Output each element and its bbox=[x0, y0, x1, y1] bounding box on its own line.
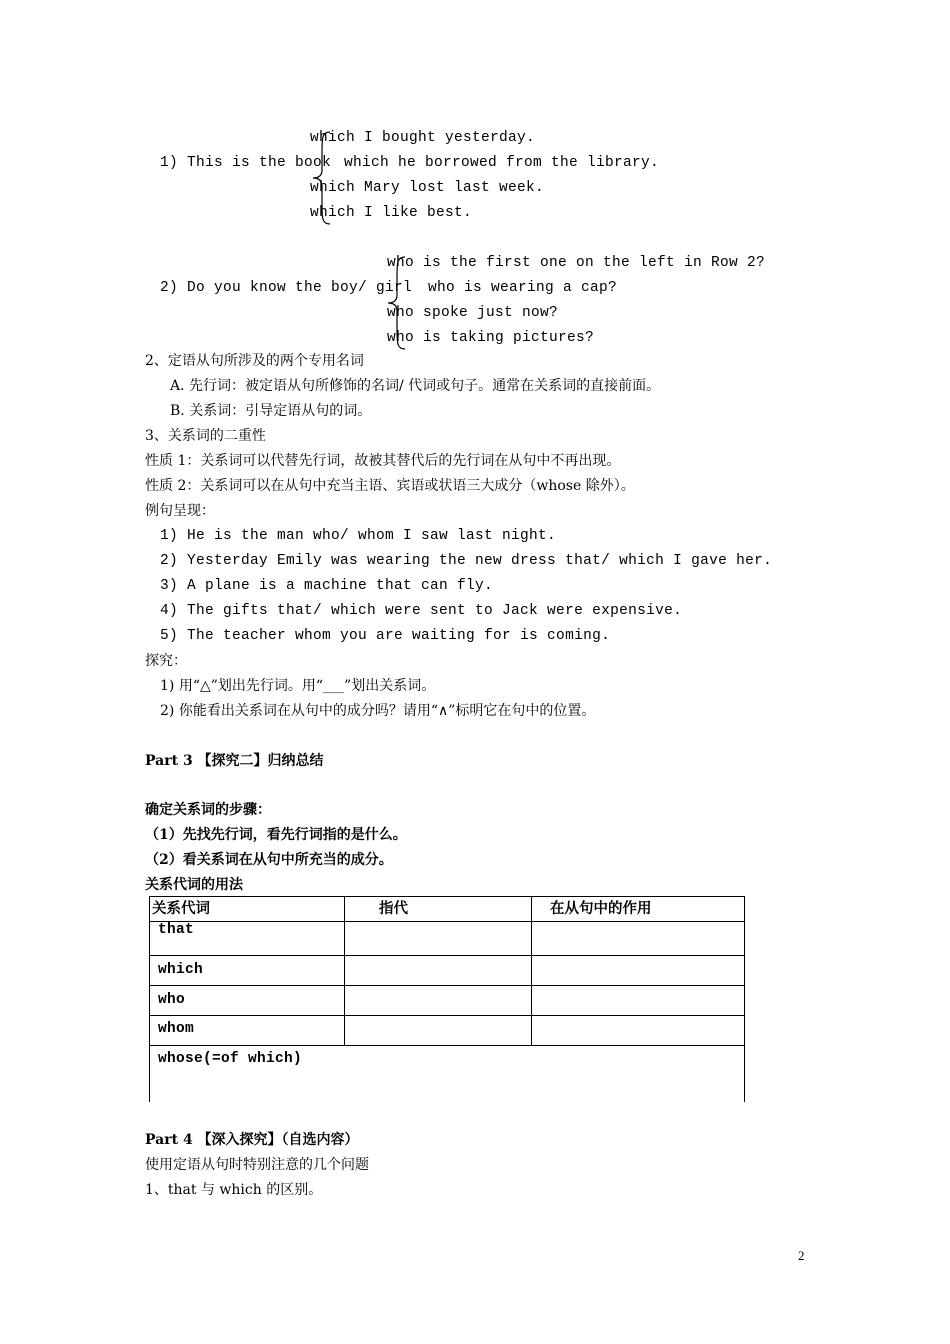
section3-prop1: 性质 1：关系词可以代替先行词，故被其替代后的先行词在从句中不再出现。 bbox=[145, 453, 621, 469]
table-cell: who bbox=[150, 986, 345, 1016]
section2-title: 2、定语从句所涉及的两个专用名词 bbox=[145, 353, 364, 369]
example2-lead: 2) Do you know the boy/ girl bbox=[160, 280, 413, 296]
relative-pronoun-table bbox=[149, 896, 745, 1102]
table-cell bbox=[345, 956, 532, 986]
page-number: 2 bbox=[798, 1248, 805, 1263]
example1-option: which he borrowed from the library. bbox=[344, 155, 660, 171]
table-header: 在从句中的作用 bbox=[532, 897, 745, 922]
example2-option: who is taking pictures? bbox=[387, 330, 595, 346]
table-cell bbox=[345, 1016, 532, 1046]
section3-prop2: 性质 2：关系词可以在从句中充当主语、宾语或状语三大成分（whose 除外）。 bbox=[145, 478, 635, 494]
table-cell: whom bbox=[150, 1016, 345, 1046]
step-item: （1）先找先行词，看先行词指的是什么。 bbox=[145, 827, 407, 843]
example2-option: who is wearing a cap? bbox=[428, 280, 618, 296]
table-cell bbox=[345, 922, 532, 956]
example2-option: who is the first one on the left in Row 2? bbox=[387, 255, 766, 271]
example1-option: which Mary lost last week. bbox=[310, 180, 545, 196]
examples-title: 例句呈现： bbox=[145, 503, 215, 519]
explore-title: 探究： bbox=[145, 653, 187, 669]
table-title: 关系代词的用法 bbox=[145, 877, 243, 893]
table-header: 关系代词 bbox=[150, 897, 345, 922]
explore-item: 1) 用“△”划出先行词。用“___”划出关系词。 bbox=[160, 678, 436, 694]
example1-option: which I bought yesterday. bbox=[310, 130, 536, 146]
table-cell bbox=[532, 1016, 745, 1046]
section3-title: 3、关系词的二重性 bbox=[145, 428, 266, 444]
part3-title: Part 3 【探究二】归纳总结 bbox=[145, 753, 324, 769]
part4-subtitle: 使用定语从句时特别注意的几个问题 bbox=[145, 1157, 369, 1173]
table-cell: whose(=of which) bbox=[150, 1046, 745, 1102]
example-sentence: 4) The gifts that/ which were sent to Jack were expensive. bbox=[160, 603, 683, 619]
table-cell bbox=[532, 986, 745, 1016]
table-cell: that bbox=[150, 922, 345, 956]
table-cell: which bbox=[150, 956, 345, 986]
section2-item-a: A. 先行词：被定语从句所修饰的名词/ 代词或句子。通常在关系词的直接前面。 bbox=[170, 378, 661, 394]
example-sentence: 3) A plane is a machine that can fly. bbox=[160, 578, 494, 594]
table-cell bbox=[345, 986, 532, 1016]
step-item: （2）看关系词在从句中所充当的成分。 bbox=[145, 852, 393, 868]
example-sentence: 5) The teacher whom you are waiting for is coming. bbox=[160, 628, 611, 644]
steps-title: 确定关系词的步骤： bbox=[145, 802, 271, 818]
example-sentence: 1) He is the man who/ whom I saw last night. bbox=[160, 528, 557, 544]
example1-lead: 1) This is the book bbox=[160, 155, 332, 171]
curly-brace-icon bbox=[385, 255, 407, 351]
curly-brace-icon bbox=[310, 130, 332, 226]
table-cell bbox=[532, 956, 745, 986]
example-sentence: 2) Yesterday Emily was wearing the new dress that/ which I gave her. bbox=[160, 553, 773, 569]
part4-title: Part 4 【深入探究】（自选内容） bbox=[145, 1132, 359, 1148]
example2-option: who spoke just now? bbox=[387, 305, 559, 321]
section2-item-b: B. 关系词：引导定语从句的词。 bbox=[170, 403, 372, 419]
table-header: 指代 bbox=[345, 897, 532, 922]
table-cell bbox=[532, 922, 745, 956]
explore-item: 2) 你能看出关系词在从句中的成分吗？请用“∧”标明它在句中的位置。 bbox=[160, 703, 596, 719]
example1-option: which I like best. bbox=[310, 205, 473, 221]
part4-item: 1、that 与 which 的区别。 bbox=[145, 1182, 323, 1198]
